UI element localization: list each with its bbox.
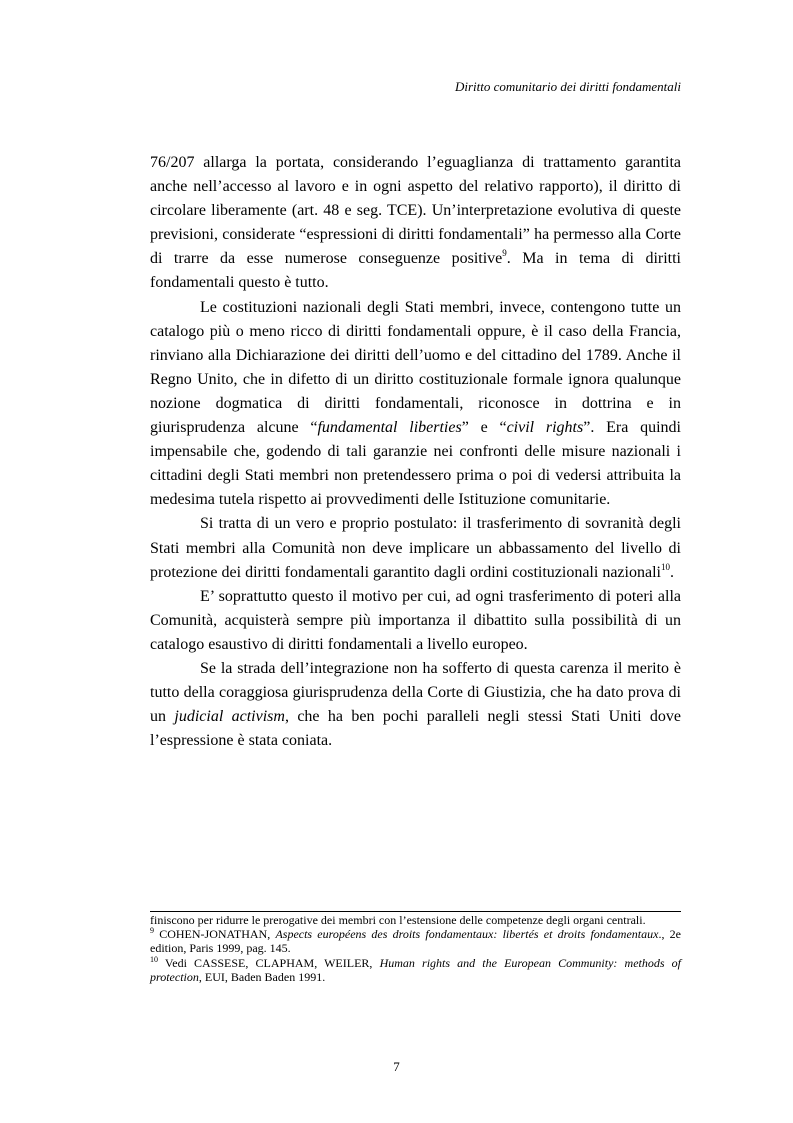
paragraph-1-text-b: . Ma in tema di diritti fondamentali questo è tutto. — [150, 250, 682, 292]
footnote-10 — [150, 956, 681, 984]
footnote-continuation: finiscono per ridurre le prerogative dei membri con l’estensione delle competenze degli organi centrali. — [150, 913, 646, 927]
footnote-9-title: Aspects européens des droits fondamentaux: libertés et droits fondamentaux — [275, 927, 659, 942]
paragraph-5-italic-judicial-activism: judicial activism — [174, 708, 285, 726]
paragraph-2-italic-civil-rights: civil rights — [506, 419, 584, 437]
footnote-9-number: 9 — [150, 926, 154, 936]
footnote-9-rest: ., 2e edition, Paris 1999, pag. 145. — [150, 927, 681, 956]
footnote-10-author: Vedi CASSESE, CLAPHAM, WEILER, — [158, 955, 380, 970]
paragraph-5-text-b: , che ha ben pochi paralleli negli stessi Stati Uniti dove l’espressione è stata coniata. — [150, 708, 682, 750]
running-header: Diritto comunitario dei diritti fondamentali — [454, 79, 681, 94]
paragraph-2-text-c: ”. Era quindi impensabile che, godendo di tali garanzie nei confronti delle misure nazionali i cittadini degli Stati membri non pretendessero prima o poi di vedersi attribuita la medesima tutela rispetto ai provvedimenti delle Istituzione comunitarie. — [150, 419, 681, 509]
paragraph-2-text-b: ” e “ — [461, 419, 507, 437]
footnotes — [150, 913, 681, 984]
footnote-divider — [150, 911, 681, 912]
paragraph-2-italic-fundamental-liberties: fundamental liberties — [317, 419, 462, 437]
paragraph-3-text-a: Si tratta di un vero e proprio postulato: il trasferimento di sovranità degli Stati membri alla Comunità non deve implicare un abbassamento del livello di protezione dei diritti fondamentali garantito dagli ordini costituzionali nazionali — [150, 515, 681, 581]
paragraph-3-text-b: . — [669, 563, 674, 581]
paragraph-5 — [150, 657, 681, 753]
footnote-ref-9: 9 — [502, 248, 507, 259]
paragraph-3 — [150, 512, 681, 584]
body-text — [150, 151, 681, 753]
footnote-10-title: Human rights and the European Community: methods of protection — [150, 955, 682, 984]
paragraph-4: E’ soprattutto questo il motivo per cui, ad ogni trasferimento di poteri alla Comunità, acquisterà sempre più importanza il dibattito sulla possibilità di un catalogo esaustivo di diritti fondamentali a livello europeo. — [150, 587, 681, 653]
footnote-10-number: 10 — [150, 954, 158, 964]
paragraph-1-text-a: 76/207 allarga la portata, considerando l’eguaglianza di trattamento garantita anche nell’accesso al lavoro e in ogni aspetto del relativo rapporto), il diritto di circolare liberamente (art. 48 e seg. TCE). Un’interpretazione evolutiva di queste previsioni, considerate “espressioni di diritti fondamentali” ha permesso alla Corte di trarre da esse numerose conseguenze positive — [150, 154, 681, 268]
footnote-ref-10: 10 — [660, 561, 670, 572]
paragraph-1 — [150, 151, 681, 296]
footnote-10-rest: , EUI, Baden Baden 1991. — [198, 969, 326, 984]
footnote-9 — [150, 927, 681, 955]
paragraph-2-text-a: Le costituzioni nazionali degli Stati membri, invece, contengono tutte un catalogo più o meno ricco di diritti fondamentali oppure, è il caso della Francia, rinviano alla Dichiarazione dei diritti dell’uomo e del cittadino del 1789. Anche il Regno Unito, che in difetto di un diritto costituzionale formale ignora qualunque nozione dogmatica di diritti fondamentali, riconosce in dottrina e in giurisprudenza alcune “ — [150, 298, 681, 437]
paragraph-5-text-a: Se la strada dell’integrazione non ha sofferto di questa carenza il merito è tutto della coraggiosa giurisprudenza della Corte di Giustizia, che ha dato prova di un — [150, 659, 681, 726]
footnote-9-author: COHEN-JONATHAN, — [154, 927, 276, 942]
page-number: 7 — [393, 1059, 400, 1074]
paragraph-2 — [150, 296, 681, 513]
